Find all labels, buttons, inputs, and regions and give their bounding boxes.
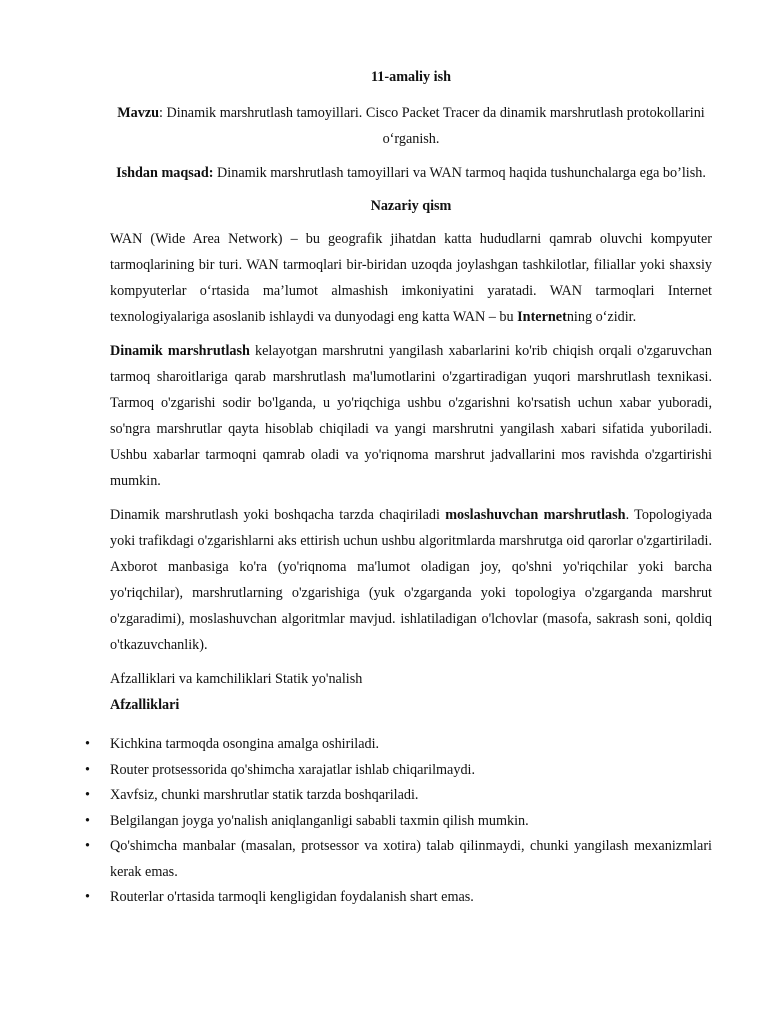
bullet-icon: •	[85, 736, 90, 752]
paragraph-wan-bold: Internet	[517, 309, 567, 325]
bullet-icon: •	[85, 812, 90, 829]
subject-line	[88, 100, 734, 152]
paragraph-wan	[110, 226, 712, 330]
paragraph-dynamic-routing-text: kelayotgan marshrutni yangilash xabarlarini ko'rib chiqish orqali o'zgaruvchan tarmoq sharoitlariga qarab marshrutlash ma'lumotlarini o'zgartiradigan yuqori marshrutlash texnikasi. Tarmoq o'zgarishi sodir bo'lganda, u yo'riqchiga ushbu o'zgarishni ko'rsatish uchun xabar yuboradi, so'ngra marshrutlar qayta hisoblab chiqiladi va yangi marshrutni yangilash xabari sifatida yuboriladi. Ushbu xabarlar tarmoqni qamrab oladi va yo'riqnoma marshrut jadvallarini mos ravishda o'zgartirishi mumkin.	[110, 343, 712, 489]
paragraph-dynamic-routing	[110, 338, 712, 494]
list-item-text: Belgilangan joyga yo'nalish aniqlanganligi sababli taxmin qilish mumkin.	[110, 812, 529, 829]
list-item	[85, 834, 712, 885]
goal-text: Dinamik marshrutlash tamoyillari va WAN tarmoq haqida tushunchalarga ega bo’lish.	[213, 165, 706, 181]
paragraph-wan-text-end: ning o‘zidir.	[566, 309, 637, 325]
list-item	[85, 885, 712, 911]
paragraph-dynamic-routing-bold: Dinamik marshrutlash	[110, 343, 250, 359]
paragraph-adaptive-routing	[110, 502, 712, 658]
pros-cons-line: Afzalliklari va kamchiliklari Statik yo'nalish	[110, 671, 363, 687]
advantages-heading: Afzalliklari	[110, 697, 180, 713]
bullet-icon: •	[85, 761, 90, 778]
list-item	[85, 809, 712, 835]
list-item-text: Qo'shimcha manbalar (masalan, protsessor va xotira) talab qilinmaydi, chunki yangilash mexanizmlari kerak emas.	[110, 838, 712, 880]
list-item-text: Router protsessorida qo'shimcha xarajatlar ishlab chiqarilmaydi.	[110, 761, 476, 778]
document-title: 11-amaliy ish	[370, 69, 451, 85]
paragraph-wan-text: WAN (Wide Area Network) – bu geografik jihatdan katta hududlarni qamrab oluvchi kompyuter tarmoqlarining bir turi. WAN tarmoqlari bir-biridan uzoqda joylashgan tashkilotlar, filiallar yoki shaxsiy kompyuterlar o‘rtasida ma’lumot almashish imkoniyatini yaratadi. WAN tarmoqlari Internet texnologiyalariga asoslanib ishlaydi va dunyodagi eng katta WAN – bu	[110, 231, 712, 325]
paragraph-adaptive-routing-bold: moslashuvchan marshrutlash	[445, 507, 626, 523]
list-item-text: Routerlar o'rtasida tarmoqli kengligidan foydalanish shart emas.	[110, 889, 474, 905]
list-item-text: Xavfsiz, chunki marshrutlar statik tarzda boshqariladi.	[110, 787, 419, 803]
subject-label: Mavzu	[117, 105, 160, 121]
advantages-list	[85, 732, 712, 911]
bullet-icon: •	[85, 787, 90, 803]
list-item	[85, 758, 712, 784]
list-item	[85, 732, 712, 758]
subject-text: : Dinamik marshrutlash tamoyillari. Cisco Packet Tracer da dinamik marshrutlash protokollarini o‘rganish.	[159, 105, 705, 147]
list-item-text: Kichkina tarmoqda osongina amalga oshiriladi.	[110, 736, 380, 752]
goal-label: Ishdan maqsad:	[116, 165, 214, 181]
section-heading: Nazariy qism	[370, 198, 452, 214]
bullet-icon: •	[85, 838, 90, 854]
bullet-icon: •	[85, 889, 90, 905]
paragraph-adaptive-routing-text-end: . Topologiyada yoki trafikdagi o'zgarishlarni aks ettirish uchun ushbu algoritmlarda marshrutga oid qarorlar o'zgartiriladi. Axborot manbasiga ko'ra (yo'riqnoma ma'lumot oladigan joy, qo'shni yo'riqchilar yoki barcha yo'riqchilar), marshrutlarning o'zgarishiga (yuk o'zgarganda yoki topologiya o'zgarganda marshrut o'zgaradimi), moslashuvchan algoritmlar mavjud. ishlatiladigan o'lchovlar (masofa, sakrash soni, qoldiq o'tkazuvchanlik).	[110, 507, 712, 653]
list-item	[85, 783, 712, 809]
goal-line	[88, 160, 734, 186]
paragraph-adaptive-routing-text: Dinamik marshrutlash yoki boshqacha tarzda chaqiriladi	[110, 507, 446, 523]
document-page	[85, 66, 712, 911]
